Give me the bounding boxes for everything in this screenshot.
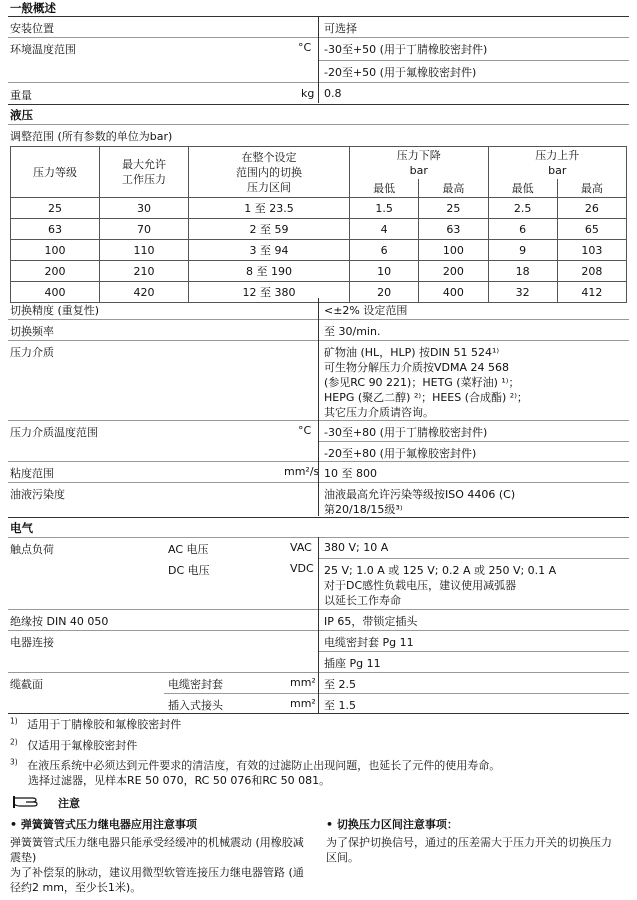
- ambient-label: 环境温度范围: [10, 43, 76, 56]
- insulation-label: 绝缘按 DIN 40 050: [10, 615, 109, 628]
- table-cell: 25: [11, 198, 100, 219]
- notice-left-line-1: 弹簧簧管式压力继电器只能承受经缓冲的机械震动 (用橡胶减: [10, 836, 304, 849]
- viscosity-unit: mm²/s: [284, 465, 320, 478]
- contact-load-label: 触点负荷: [10, 543, 54, 556]
- frequency-label: 切换频率: [10, 325, 54, 338]
- weight-label: 重量: [10, 89, 32, 102]
- divider: [8, 124, 629, 125]
- contamination-label: 油液污染度: [10, 488, 65, 501]
- divider: [8, 104, 629, 105]
- viscosity-value: 10 至 800: [324, 467, 377, 480]
- footnote-mark: 1): [10, 716, 18, 726]
- table-row: [11, 219, 627, 240]
- plug-value: 至 1.5: [324, 699, 356, 712]
- table-cell: 420: [100, 282, 189, 303]
- notice-left-line-2: 震垫): [10, 851, 37, 864]
- divider: [8, 713, 629, 714]
- table-cell: 1 至 23.5: [189, 198, 350, 219]
- table-cell: 412: [557, 282, 626, 303]
- mounting-value: 可选择: [324, 22, 357, 35]
- ambient-value-2: -20至+50 (用于氟橡胶密封件): [324, 66, 477, 79]
- dc-unit: VDC: [290, 562, 314, 575]
- range-caption: 调整范围 (所有参数的单位为bar): [10, 130, 173, 143]
- dc-line-1: 25 V; 1.0 A 或 125 V; 0.2 A 或 250 V; 0.1 A: [324, 564, 557, 577]
- header-switching-range: 在整个设定 范围内的切换 压力区间: [189, 147, 350, 198]
- footnote-text: 适用于丁腈橡胶和氟橡胶密封件: [27, 718, 182, 731]
- mounting-label: 安装位置: [10, 22, 54, 35]
- header-min: 最低: [350, 179, 419, 198]
- footnote-text: 在液压系统中必须达到元件要求的清洁度，有效的过滤防止出现问题，也延长了元件的使用寿命。: [27, 759, 501, 772]
- column-divider: [318, 16, 319, 103]
- gland-label: 电缆密封套: [168, 678, 223, 691]
- table-cell: 2 至 59: [189, 219, 350, 240]
- table-cell: 63: [419, 219, 488, 240]
- table-cell: 4: [350, 219, 419, 240]
- footnote-3: [10, 757, 500, 773]
- ac-label: AC 电压: [168, 543, 209, 556]
- table-cell: 200: [419, 261, 488, 282]
- divider: [318, 651, 629, 652]
- fluid-temp-value-2: -20至+80 (用于氟橡胶密封件): [324, 447, 477, 460]
- dc-line-3: 以延长工作寿命: [324, 594, 401, 607]
- divider: [318, 60, 629, 61]
- footnote-3-line-2: 选择过滤器，见样本RE 50 070，RC 50 076和RC 50 081。: [28, 774, 331, 787]
- fluid-line-1: 矿物油 (HL，HLP) 按DIN 51 524¹⁾: [324, 346, 500, 359]
- column-divider: [318, 537, 319, 714]
- frequency-value: 至 30/min.: [324, 325, 381, 338]
- pressure-table: [10, 146, 627, 303]
- ac-value: 380 V; 10 A: [324, 541, 389, 554]
- table-cell: 18: [488, 261, 557, 282]
- table-cell: 10: [350, 261, 419, 282]
- table-cell: 103: [557, 240, 626, 261]
- notice-right-heading: • 切换压力区间注意事项：: [326, 818, 458, 831]
- fluid-line-2: 可生物分解压力介质按VDMA 24 568: [324, 361, 509, 374]
- header-pressure-drop: 压力下降 bar: [350, 147, 489, 180]
- accuracy-label: 切换精度 (重复性): [10, 304, 100, 317]
- pointing-hand-icon: [12, 794, 44, 813]
- viscosity-label: 粘度范围: [10, 467, 54, 480]
- divider: [318, 441, 629, 442]
- table-cell: 32: [488, 282, 557, 303]
- dc-line-2: 对于DC感性负载电压，建议使用减弧器: [324, 579, 517, 592]
- table-cell: 30: [100, 198, 189, 219]
- table-cell: 9: [488, 240, 557, 261]
- table-cell: 110: [100, 240, 189, 261]
- notice-right-line-2: 区间。: [326, 851, 359, 864]
- divider: [318, 558, 629, 559]
- footnote-mark: 3): [10, 757, 18, 767]
- cable-label: 缆截面: [10, 678, 43, 691]
- table-cell: 65: [557, 219, 626, 240]
- header-max: 最高: [557, 179, 626, 198]
- table-cell: 210: [100, 261, 189, 282]
- table-cell: 26: [557, 198, 626, 219]
- weight-unit: kg: [301, 87, 315, 100]
- table-cell: 400: [11, 282, 100, 303]
- footnote-1: [10, 716, 181, 732]
- contamination-line-2: 第20/18/15级³⁾: [324, 503, 403, 516]
- table-cell: 208: [557, 261, 626, 282]
- column-divider: [318, 298, 319, 516]
- fluid-line-5: 其它压力介质请咨询。: [324, 406, 434, 419]
- notice-title: 注意: [58, 797, 80, 810]
- ac-unit: VAC: [290, 541, 312, 554]
- table-cell: 12 至 380: [189, 282, 350, 303]
- gland-value: 至 2.5: [324, 678, 356, 691]
- table-cell: 20: [350, 282, 419, 303]
- section-title-hydraulic: 液压: [10, 108, 33, 122]
- fluid-temp-value-1: -30至+80 (用于丁腈橡胶密封件): [324, 426, 488, 439]
- plug-unit: mm²: [290, 697, 316, 710]
- footnote-mark: 2): [10, 737, 18, 747]
- table-cell: 400: [419, 282, 488, 303]
- notice-left-line-4: 径约2 mm，至少长1米)。: [10, 881, 142, 894]
- fluid-temp-label: 压力介质温度范围: [10, 426, 98, 439]
- header-max-pressure: 最大允许 工作压力: [100, 147, 189, 198]
- weight-value: 0.8: [324, 87, 342, 100]
- header-min: 最低: [488, 179, 557, 198]
- header-pressure-rise: 压力上升 bar: [488, 147, 627, 180]
- table-cell: 1.5: [350, 198, 419, 219]
- fluid-label: 压力介质: [10, 346, 54, 359]
- plug-label: 插入式接头: [168, 699, 223, 712]
- section-title-electrical: 电气: [10, 521, 33, 535]
- header-pressure-stage: 压力等级: [11, 147, 100, 198]
- table-cell: 25: [419, 198, 488, 219]
- table-cell: 2.5: [488, 198, 557, 219]
- section-title-general: 一般概述: [10, 1, 56, 15]
- notice-left-heading: • 弹簧簧管式压力继电器应用注意事项: [10, 818, 197, 831]
- divider: [8, 517, 629, 518]
- table-cell: 6: [488, 219, 557, 240]
- connection-label: 电器连接: [10, 636, 54, 649]
- table-cell: 70: [100, 219, 189, 240]
- ambient-unit: °C: [298, 41, 312, 54]
- table-row: [11, 261, 627, 282]
- accuracy-value: <±2% 设定范围: [324, 304, 408, 317]
- contamination-line-1: 油液最高允许污染等级按ISO 4406 (C): [324, 488, 516, 501]
- table-cell: 200: [11, 261, 100, 282]
- table-cell: 63: [11, 219, 100, 240]
- connection-value-2: 插座 Pg 11: [324, 657, 381, 670]
- ambient-value-1: -30至+50 (用于丁腈橡胶密封件): [324, 43, 488, 56]
- header-max: 最高: [419, 179, 488, 198]
- footnote-2: [10, 737, 137, 753]
- dc-label: DC 电压: [168, 564, 210, 577]
- table-cell: 3 至 94: [189, 240, 350, 261]
- table-cell: 100: [419, 240, 488, 261]
- notice-left-line-3: 为了补偿泵的脉动，建议用微型软管连接压力继电器管路 (通: [10, 866, 304, 879]
- table-cell: 6: [350, 240, 419, 261]
- table-cell: 100: [11, 240, 100, 261]
- footnote-text: 仅适用于氟橡胶密封件: [27, 739, 138, 752]
- insulation-value: IP 65，带锁定插头: [324, 615, 418, 628]
- table-cell: 8 至 190: [189, 261, 350, 282]
- connection-value-1: 电缆密封套 Pg 11: [324, 636, 414, 649]
- table-row: [11, 198, 627, 219]
- divider: [164, 693, 629, 694]
- fluid-line-3: (参见RC 90 221)；HETG (菜籽油) ¹⁾；: [324, 376, 520, 389]
- fluid-temp-unit: °C: [298, 424, 312, 437]
- fluid-line-4: HEPG (聚乙二醇) ²⁾；HEES (合成酯) ²⁾；: [324, 391, 528, 404]
- notice-right-line-1: 为了保护切换信号，通过的压差需大于压力开关的切换压力: [326, 836, 612, 849]
- gland-unit: mm²: [290, 676, 316, 689]
- table-row: [11, 240, 627, 261]
